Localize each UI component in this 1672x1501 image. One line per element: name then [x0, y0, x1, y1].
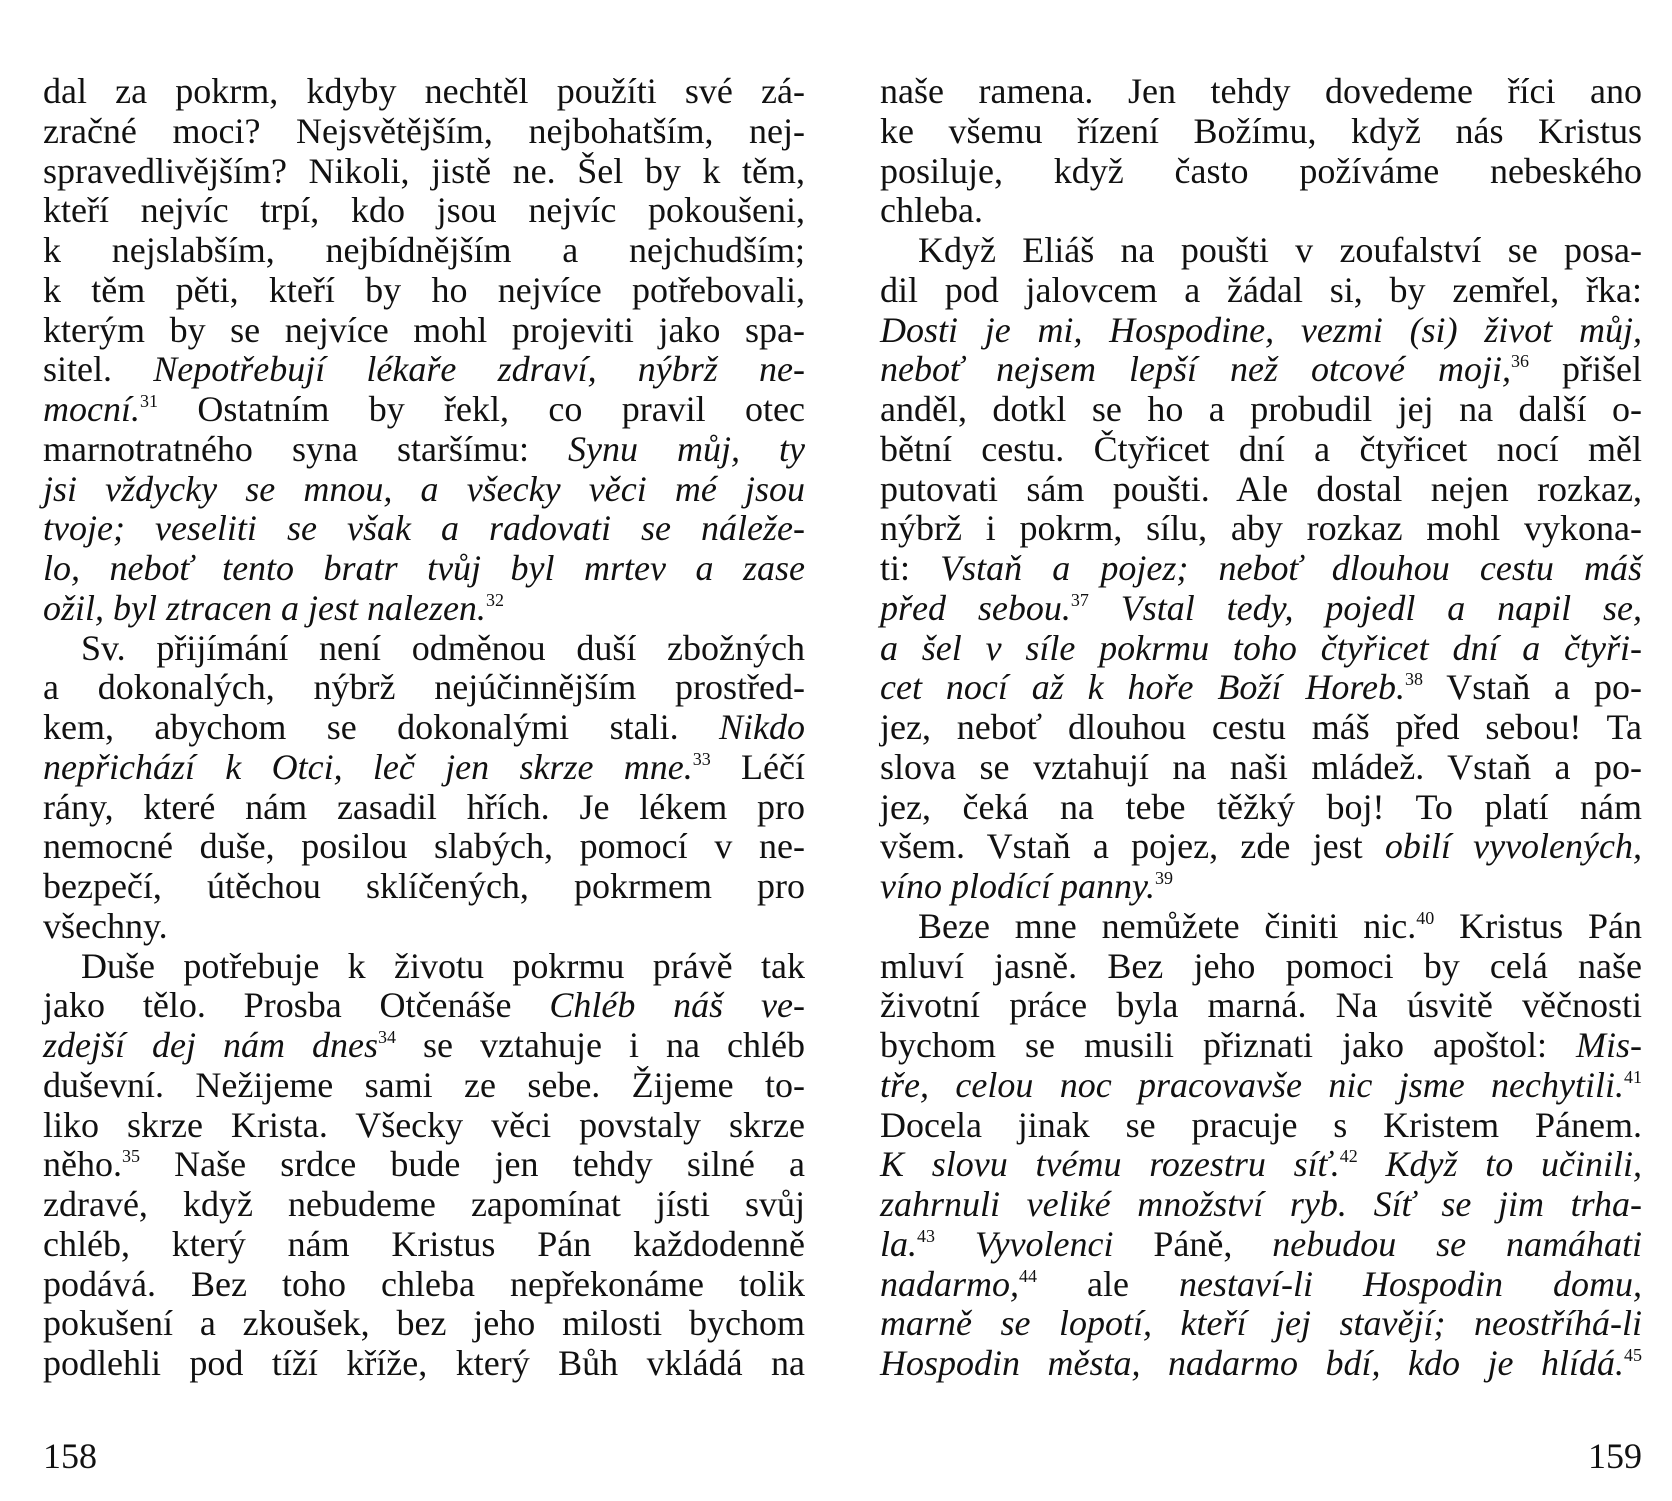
text-line: [43, 1105, 805, 1145]
text-run: zračné moci? Nejsvětějším, nejbohatším, nej-: [43, 110, 805, 151]
text-line: [43, 429, 805, 469]
text-line: [43, 230, 805, 270]
italic-text: Nikdo: [719, 707, 805, 747]
italic-text: marně se lopotí, kteří jej stavějí; neostříhá-li: [880, 1303, 1642, 1344]
text-line: [43, 310, 805, 350]
left-page-text: [43, 0, 805, 1501]
text-line: [43, 151, 805, 191]
text-line: [880, 1025, 1642, 1065]
text-line: [880, 906, 1642, 946]
text-run: Kristus Pán: [1434, 905, 1642, 946]
text-run: jako tělo. Prosba Otčenáše: [43, 985, 550, 1026]
text-line: [880, 190, 1642, 230]
text-run: Docela jinak se pracuje s Kristem Pánem.: [880, 1104, 1642, 1145]
text-line: [880, 946, 1642, 986]
text-line: [880, 469, 1642, 509]
text-line: [880, 151, 1642, 191]
footnote-ref: 32: [485, 589, 504, 610]
footnote-ref: 43: [917, 1225, 936, 1246]
text-line: [43, 111, 805, 151]
text-run: všem. Vstaň a pojez, zde jest: [880, 826, 1385, 867]
italic-text: Mis-: [1576, 1025, 1642, 1065]
text-line: [880, 429, 1642, 469]
text-line: [43, 826, 805, 866]
italic-text: Když to učinili,: [1385, 1144, 1642, 1185]
text-line: [880, 866, 1642, 906]
text-line: [43, 389, 805, 429]
text-line: [880, 508, 1642, 548]
text-line: [43, 866, 805, 906]
italic-text: la.: [880, 1223, 918, 1264]
text-line: [43, 667, 805, 707]
text-run: Beze mne nemůžete činiti nic.: [918, 905, 1417, 946]
footnote-ref: 36: [1511, 351, 1529, 372]
text-run: něho.: [43, 1144, 122, 1185]
footnote-ref: 42: [1339, 1146, 1358, 1167]
text-line: [43, 469, 805, 509]
italic-text: Nepotřebují lékaře zdraví, nýbrž ne-: [153, 349, 805, 390]
text-line: [43, 588, 805, 628]
text-line: [880, 1343, 1642, 1383]
text-run: sitel.: [43, 349, 154, 390]
italic-text: tvoje; veseliti se však a radovati se náleže-: [43, 508, 805, 549]
italic-text: Synu můj, ty: [567, 428, 805, 469]
footnote-ref: 41: [1624, 1066, 1642, 1087]
text-run: rány, které nám zasadil hřích. Je lékem pro: [43, 786, 805, 827]
text-line: [880, 111, 1642, 151]
italic-text: zahrnuli veliké množství ryb. Síť se jim trha-: [880, 1184, 1642, 1224]
page-number-left: 158: [43, 1436, 97, 1476]
text-line: [43, 508, 805, 548]
text-run: podává. Bez toho chleba nepřekonáme tolik: [43, 1263, 805, 1304]
text-run: marnotratného syna staršímu:: [43, 428, 568, 469]
text-run: podlehli pod tíží kříže, který Bůh vkládá na: [43, 1343, 805, 1383]
italic-text: víno plodící panny.: [880, 866, 1155, 906]
text-run: [1089, 588, 1121, 628]
text-line: [880, 71, 1642, 111]
text-run: spravedlivějším? Nikoli, jistě ne. Šel by k těm,: [43, 150, 805, 191]
text-run: Naše srdce bude jen tehdy silné a: [139, 1144, 805, 1185]
text-run: nemocné duše, posilou slabých, pomocí v ne-: [43, 826, 805, 867]
text-run: ke všemu řízení Božímu, když nás Kristus: [880, 110, 1642, 151]
text-run: životní práce byla marná. Na úsvitě věčnosti: [880, 985, 1642, 1026]
text-run: slova se vztahují na naši mládež. Vstaň a po-: [880, 746, 1642, 787]
text-line: [43, 1224, 805, 1264]
italic-text: a šel v síle pokrmu toho čtyřicet dní a čtyři-: [880, 627, 1642, 668]
text-line: [880, 1224, 1642, 1264]
text-line: [43, 906, 805, 946]
italic-text: Hospodin města, nadarmo bdí, kdo je hlídá.: [880, 1343, 1624, 1383]
text-run: duševní. Nežijeme sami ze sebe. Žijeme to-: [43, 1064, 805, 1105]
text-run: a dokonalých, nýbrž nejúčinnějším prostřed-: [43, 667, 805, 708]
text-run: [1358, 1144, 1386, 1184]
footnote-ref: 44: [1019, 1265, 1038, 1286]
text-line: [43, 270, 805, 310]
text-line: [880, 1303, 1642, 1343]
italic-text: Vstaň a pojez; neboť dlouhou cestu máš: [940, 548, 1642, 588]
text-line: [880, 1144, 1642, 1184]
footnote-ref: 35: [121, 1146, 140, 1167]
italic-text: obilí vyvolených,: [1384, 826, 1642, 867]
text-line: [880, 349, 1642, 389]
italic-text: mocní.: [43, 389, 140, 429]
right-page-text: [880, 0, 1642, 1501]
italic-text: nepřichází k Otci, leč jen skrze mne.: [43, 746, 693, 787]
text-line: [43, 548, 805, 588]
text-line: [43, 71, 805, 111]
text-run: chleba.: [880, 190, 983, 231]
text-line: [43, 1264, 805, 1304]
text-run: Duše potřebuje k životu pokrmu právě tak: [81, 945, 805, 986]
text-run: ti:: [880, 548, 941, 588]
footnote-ref: 31: [139, 391, 158, 411]
italic-text: neboť nejsem lepší než otcové moji,: [880, 349, 1511, 390]
italic-text: Dosti je mi, Hospodine, vezmi (si) život můj,: [880, 309, 1642, 350]
text-run: dil pod jalovcem a žádal si, by zemřel, řka:: [880, 269, 1642, 310]
text-run: Léčí: [710, 746, 805, 787]
text-run: bětní cestu. Čtyřicet dní a čtyřicet nocí měl: [880, 428, 1642, 469]
text-line: [43, 1303, 805, 1343]
text-run: Sv. přijímání není odměnou duší zbožných: [81, 627, 805, 668]
text-line: [880, 588, 1642, 628]
text-line: [880, 787, 1642, 827]
text-run: kteří nejvíc trpí, kdo jsou nejvíc pokoušeni,: [43, 190, 805, 231]
text-line: [880, 667, 1642, 707]
text-run: Páně,: [1113, 1223, 1273, 1264]
text-line: [43, 1065, 805, 1105]
text-line: [880, 230, 1642, 270]
text-run: bezpečí, útěchou sklíčených, pokrmem pro: [43, 866, 805, 906]
text-run: všechny.: [43, 905, 168, 946]
text-run: anděl, dotkl se ho a probudil jej na další o-: [880, 389, 1642, 429]
text-line: [880, 628, 1642, 668]
footnote-ref: 34: [378, 1027, 397, 1047]
text-line: [43, 628, 805, 668]
text-line: [880, 1065, 1642, 1105]
text-line: [43, 1144, 805, 1184]
footnote-ref: 33: [692, 748, 711, 769]
footnote-ref: 38: [1404, 669, 1423, 690]
text-line: [43, 707, 805, 747]
text-run: Ostatním by řekl, co pravil otec: [157, 389, 805, 429]
text-run: zdravé, když nebudeme zapomínat jísti svůj: [43, 1184, 805, 1224]
italic-text: nadarmo,: [880, 1263, 1020, 1304]
text-run: k nejslabším, nejbídnějším a nejchudším;: [43, 230, 805, 270]
italic-text: zdejší dej nám dnes: [43, 1025, 379, 1065]
italic-text: Chléb náš ve-: [549, 985, 805, 1026]
text-run: bychom se musili přiznati jako apoštol:: [880, 1025, 1576, 1065]
italic-text: tře, celou noc pracovavše nic jsme nechytili.: [880, 1064, 1624, 1105]
text-run: pokušení a zkoušek, bez jeho milosti bychom: [43, 1303, 805, 1344]
text-run: liko skrze Krista. Všecky věci povstaly skrze: [43, 1104, 805, 1145]
text-run: se vztahuje i na chléb: [396, 1025, 805, 1065]
text-run: jez, čeká na tebe těžký boj! To platí nám: [880, 786, 1642, 827]
text-line: [880, 985, 1642, 1025]
footnote-ref: 40: [1416, 907, 1435, 928]
text-run: jez, neboť dlouhou cestu máš před sebou! Ta: [880, 707, 1642, 747]
text-line: [43, 946, 805, 986]
text-run: chléb, který nám Kristus Pán každodenně: [43, 1223, 805, 1264]
italic-text: K slovu tvému rozestru síť.: [880, 1144, 1340, 1185]
text-run: posiluje, když často požíváme nebeského: [880, 150, 1642, 191]
text-line: [43, 1343, 805, 1383]
text-line: [880, 1184, 1642, 1224]
text-run: kem, abychom se dokonalými stali.: [43, 707, 719, 747]
text-line: [880, 270, 1642, 310]
text-run: mluví jasně. Bez jeho pomoci by celá naše: [880, 945, 1642, 986]
text-line: [880, 1264, 1642, 1304]
italic-text: jsi vždycky se mnou, a všecky věci mé jsou: [43, 468, 805, 509]
text-line: [880, 707, 1642, 747]
text-line: [43, 1025, 805, 1065]
italic-text: nestaví-li Hospodin domu,: [1179, 1263, 1642, 1304]
text-line: [43, 1184, 805, 1224]
text-run: [935, 1224, 975, 1264]
text-line: [43, 190, 805, 230]
text-line: [43, 349, 805, 389]
text-run: nýbrž i pokrm, sílu, aby rozkaz mohl vykona-: [880, 508, 1642, 549]
text-run: přišel: [1529, 349, 1642, 390]
text-line: [880, 747, 1642, 787]
footnote-ref: 45: [1624, 1345, 1642, 1365]
italic-text: ožil, byl ztracen a jest nalezen.: [43, 587, 486, 628]
text-run: Když Eliáš na poušti v zoufalství se posa-: [918, 230, 1642, 270]
text-line: [880, 826, 1642, 866]
text-run: naše ramena. Jen tehdy dovedeme říci ano: [880, 71, 1642, 111]
page-number-right: 159: [1588, 1436, 1642, 1476]
footnote-ref: 39: [1154, 868, 1173, 888]
text-line: [880, 310, 1642, 350]
text-line: [43, 787, 805, 827]
italic-text: nebudou se namáhati: [1272, 1223, 1643, 1264]
italic-text: cet nocí až k hoře Boží Horeb.: [880, 667, 1405, 708]
text-run: putovati sám poušti. Ale dostal nejen rozkaz,: [880, 468, 1642, 509]
text-run: k těm pěti, kteří by ho nejvíce potřebovali,: [43, 269, 805, 310]
text-run: kterým by se nejvíce mohl projeviti jako spa-: [43, 309, 805, 350]
text-line: [880, 389, 1642, 429]
text-line: [880, 548, 1642, 588]
italic-text: Vyvolenci: [974, 1223, 1114, 1264]
text-run: ale: [1037, 1263, 1179, 1304]
text-line: [43, 747, 805, 787]
text-run: dal za pokrm, kdyby nechtěl použíti své zá-: [43, 71, 805, 111]
text-line: [880, 1105, 1642, 1145]
footnote-ref: 37: [1070, 589, 1089, 610]
italic-text: před sebou.: [880, 587, 1071, 628]
text-run: Vstaň a po-: [1422, 667, 1642, 708]
text-line: [43, 985, 805, 1025]
italic-text: lo, neboť tento bratr tvůj byl mrtev a zase: [43, 548, 805, 588]
italic-text: Vstal tedy, pojedl a napil se,: [1120, 587, 1643, 628]
